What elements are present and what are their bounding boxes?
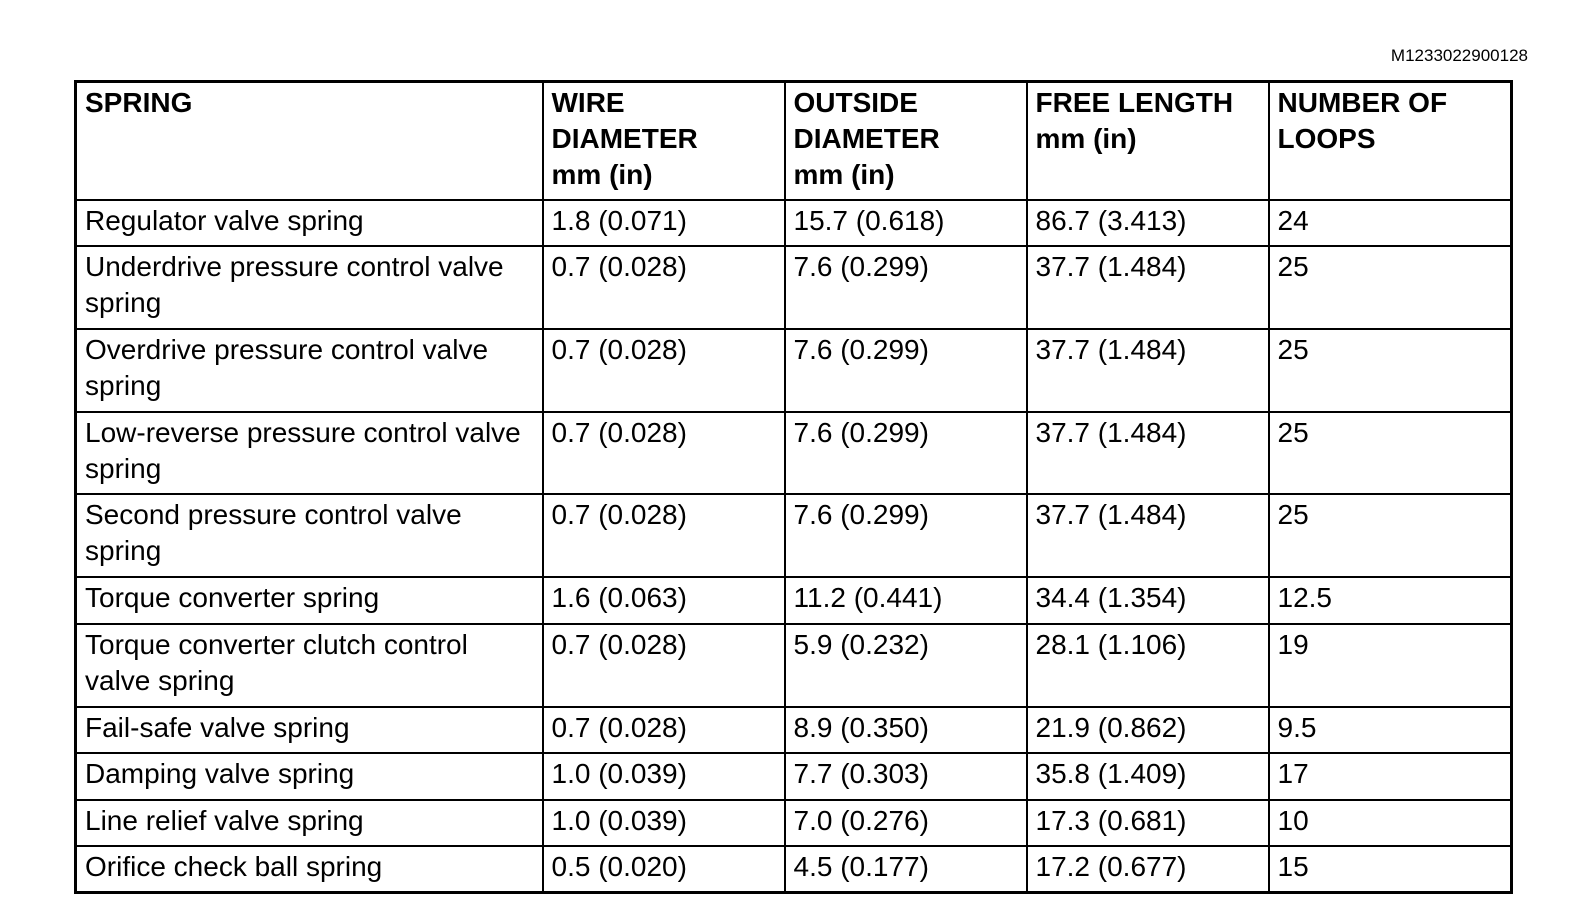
table-row: [76, 624, 1512, 707]
cell-wire-diameter: 1.6 (0.063): [543, 577, 785, 623]
cell-free-length: 37.7 (1.484): [1027, 412, 1269, 495]
table-row: [76, 753, 1512, 799]
cell-outside-diameter: 7.6 (0.299): [785, 246, 1027, 329]
table-row: [76, 707, 1512, 753]
cell-spring-name: Damping valve spring: [76, 753, 543, 799]
cell-spring-name: Fail-safe valve spring: [76, 707, 543, 753]
cell-outside-diameter: 7.0 (0.276): [785, 800, 1027, 846]
cell-outside-diameter: 5.9 (0.232): [785, 624, 1027, 707]
cell-wire-diameter: 0.7 (0.028): [543, 624, 785, 707]
cell-spring-name: Line relief valve spring: [76, 800, 543, 846]
table-row: [76, 800, 1512, 846]
cell-free-length: 28.1 (1.106): [1027, 624, 1269, 707]
cell-wire-diameter: 1.8 (0.071): [543, 200, 785, 246]
cell-spring-name: Torque converter clutch control valve spring: [76, 624, 543, 707]
header-number-of-loops: NUMBER OF LOOPS: [1269, 82, 1512, 200]
cell-spring-name: Torque converter spring: [76, 577, 543, 623]
cell-free-length: 17.2 (0.677): [1027, 846, 1269, 893]
cell-free-length: 34.4 (1.354): [1027, 577, 1269, 623]
table-row: [76, 329, 1512, 412]
cell-number-of-loops: 9.5: [1269, 707, 1512, 753]
cell-free-length: 17.3 (0.681): [1027, 800, 1269, 846]
cell-number-of-loops: 10: [1269, 800, 1512, 846]
header-free-length: FREE LENGTH mm (in): [1027, 82, 1269, 200]
cell-number-of-loops: 15: [1269, 846, 1512, 893]
cell-number-of-loops: 19: [1269, 624, 1512, 707]
cell-number-of-loops: 17: [1269, 753, 1512, 799]
cell-wire-diameter: 0.7 (0.028): [543, 707, 785, 753]
cell-number-of-loops: 25: [1269, 412, 1512, 495]
cell-outside-diameter: 8.9 (0.350): [785, 707, 1027, 753]
table-row: [76, 846, 1512, 893]
cell-number-of-loops: 12.5: [1269, 577, 1512, 623]
header-outside-diameter: OUTSIDE DIAMETER mm (in): [785, 82, 1027, 200]
cell-free-length: 37.7 (1.484): [1027, 329, 1269, 412]
table-row: [76, 577, 1512, 623]
cell-wire-diameter: 0.7 (0.028): [543, 329, 785, 412]
cell-wire-diameter: 0.7 (0.028): [543, 246, 785, 329]
cell-outside-diameter: 15.7 (0.618): [785, 200, 1027, 246]
cell-spring-name: Low-reverse pressure control valve spring: [76, 412, 543, 495]
cell-outside-diameter: 11.2 (0.441): [785, 577, 1027, 623]
header-wire-diameter: WIRE DIAMETER mm (in): [543, 82, 785, 200]
document-id: M1233022900128: [1390, 46, 1528, 65]
cell-outside-diameter: 7.6 (0.299): [785, 329, 1027, 412]
table-header-row: [76, 82, 1512, 200]
cell-spring-name: Orifice check ball spring: [76, 846, 543, 893]
cell-free-length: 37.7 (1.484): [1027, 246, 1269, 329]
cell-number-of-loops: 25: [1269, 329, 1512, 412]
cell-spring-name: Second pressure control valve spring: [76, 494, 543, 577]
cell-free-length: 37.7 (1.484): [1027, 494, 1269, 577]
cell-free-length: 35.8 (1.409): [1027, 753, 1269, 799]
header-spring: SPRING: [76, 82, 543, 200]
table-row: [76, 246, 1512, 329]
cell-number-of-loops: 25: [1269, 494, 1512, 577]
cell-outside-diameter: 4.5 (0.177): [785, 846, 1027, 893]
cell-outside-diameter: 7.7 (0.303): [785, 753, 1027, 799]
cell-wire-diameter: 0.7 (0.028): [543, 412, 785, 495]
cell-number-of-loops: 24: [1269, 200, 1512, 246]
cell-wire-diameter: 0.7 (0.028): [543, 494, 785, 577]
cell-outside-diameter: 7.6 (0.299): [785, 494, 1027, 577]
table-row: [76, 200, 1512, 246]
cell-spring-name: Regulator valve spring: [76, 200, 543, 246]
cell-spring-name: Overdrive pressure control valve spring: [76, 329, 543, 412]
cell-free-length: 86.7 (3.413): [1027, 200, 1269, 246]
table-row: [76, 412, 1512, 495]
cell-outside-diameter: 7.6 (0.299): [785, 412, 1027, 495]
table-row: [76, 494, 1512, 577]
cell-number-of-loops: 25: [1269, 246, 1512, 329]
cell-wire-diameter: 0.5 (0.020): [543, 846, 785, 893]
cell-free-length: 21.9 (0.862): [1027, 707, 1269, 753]
cell-spring-name: Underdrive pressure control valve spring: [76, 246, 543, 329]
cell-wire-diameter: 1.0 (0.039): [543, 800, 785, 846]
spring-spec-table: [74, 80, 1513, 894]
cell-wire-diameter: 1.0 (0.039): [543, 753, 785, 799]
